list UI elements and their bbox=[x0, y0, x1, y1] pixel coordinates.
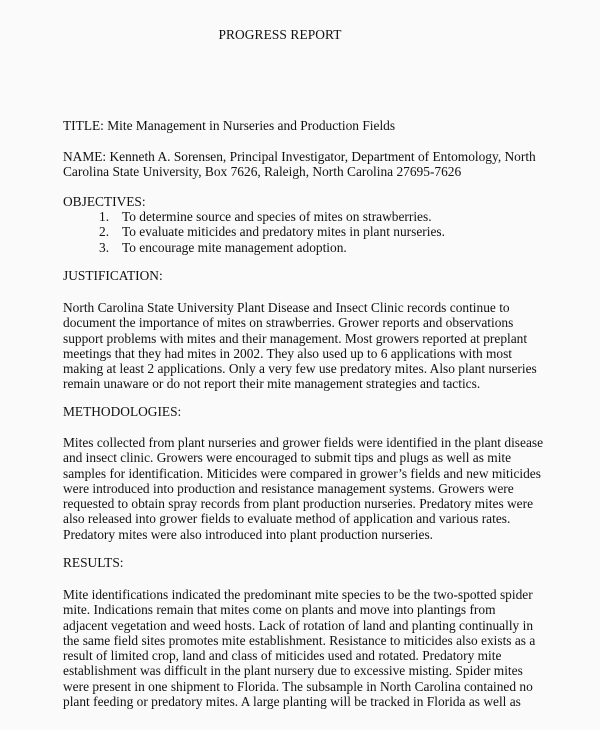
methodologies-line: also released into grower fields to evaluate method of application and various rates. bbox=[63, 511, 511, 527]
report-heading: PROGRESS REPORT bbox=[218, 27, 342, 42]
results-line: Mite identifications indicated the predominant mite species to be the two-spotted spider bbox=[63, 587, 533, 602]
justification-line: document the importance of mites on strawberries. Grower reports and observations bbox=[63, 315, 514, 331]
objective-item bbox=[99, 224, 445, 239]
justification-heading bbox=[63, 268, 543, 283]
justification-line: North Carolina State University Plant Disease and Insect Clinic records continue to bbox=[63, 300, 510, 315]
objectives-list bbox=[99, 209, 445, 255]
objective-text: To determine source and species of mites on strawberries. bbox=[122, 209, 432, 224]
results-line: establishment was difficult in the plant nursery due to excessive misting. Spider mites bbox=[63, 663, 523, 679]
justification-line: support problems with mites and their management. Most growers reported at preplant bbox=[63, 330, 528, 346]
results-line: adjacent vegetation and weed hosts. Lack of rotation of land and planting continually in bbox=[63, 617, 534, 633]
methodologies-line: and insect clinic. Growers were encouraged to submit tips and plugs as well as mite bbox=[63, 450, 512, 466]
methodologies-heading bbox=[63, 404, 543, 419]
methodologies-line: Mites collected from plant nurseries and grower fields were identified in the plant disease bbox=[63, 435, 544, 450]
results-line: mite. Indications remain that mites come on plants and move into plantings from bbox=[63, 602, 496, 618]
results-line: the same field sites promotes mite establishment. Resistance to miticides also exists as a bbox=[63, 632, 536, 648]
objective-item bbox=[99, 209, 445, 224]
methodologies-paragraph bbox=[63, 435, 543, 542]
results-line: result of limited crop, land and class of miticides used and rotated. Predatory mite bbox=[63, 648, 502, 664]
results-heading-text: RESULTS: bbox=[63, 555, 124, 570]
objectives-heading bbox=[63, 194, 543, 209]
justification-line: meetings that they had mites in 2002. They also used up to 6 applications with most bbox=[63, 345, 513, 361]
methodologies-line: Predatory mites were also introduced into plant production nurseries. bbox=[63, 526, 434, 542]
objective-item bbox=[99, 240, 445, 255]
title-line bbox=[63, 118, 543, 133]
justification-line: remain unaware or do not report their mite management strategies and tactics. bbox=[63, 376, 481, 392]
justification-heading-text: JUSTIFICATION: bbox=[63, 268, 163, 283]
methodologies-line: requested to obtain spray records from plant production nurseries. Predatory mites were bbox=[63, 496, 534, 512]
objective-number: 3. bbox=[99, 239, 110, 255]
objective-text: To encourage mite management adoption. bbox=[122, 239, 347, 255]
justification-line: making at least 2 applications. Only a very few use predatory mites. Also plant nurseries bbox=[63, 361, 537, 377]
methodologies-heading-text: METHODOLOGIES: bbox=[63, 404, 182, 419]
methodologies-line: were introduced into production and resistance management systems. Growers were bbox=[63, 480, 514, 496]
methodologies-line: samples for identification. Miticides were compared in grower’s fields and new miticides bbox=[63, 465, 541, 481]
objectives-heading-text: OBJECTIVES: bbox=[63, 194, 146, 209]
results-paragraph bbox=[63, 587, 543, 709]
results-line: plant feeding or predatory mites. A large planting will be tracked in Florida as well as bbox=[63, 694, 521, 710]
name-line-1: NAME: Kenneth A. Sorensen, Principal Investigator, Department of Entomology, North bbox=[63, 149, 536, 164]
name-line-2: Carolina State University, Box 7626, Raleigh, North Carolina 27695-7626 bbox=[63, 164, 462, 180]
objective-text: To evaluate miticides and predatory mites in plant nurseries. bbox=[122, 224, 445, 240]
title-text: TITLE: Mite Management in Nurseries and Production Fields bbox=[63, 118, 396, 133]
justification-paragraph bbox=[63, 300, 543, 392]
objective-number: 2. bbox=[99, 224, 110, 240]
name-paragraph bbox=[63, 149, 543, 180]
results-line: were present in one shipment to Florida. The subsample in North Carolina contained no bbox=[63, 678, 533, 694]
objective-number: 1. bbox=[99, 209, 110, 224]
results-heading bbox=[63, 555, 543, 570]
